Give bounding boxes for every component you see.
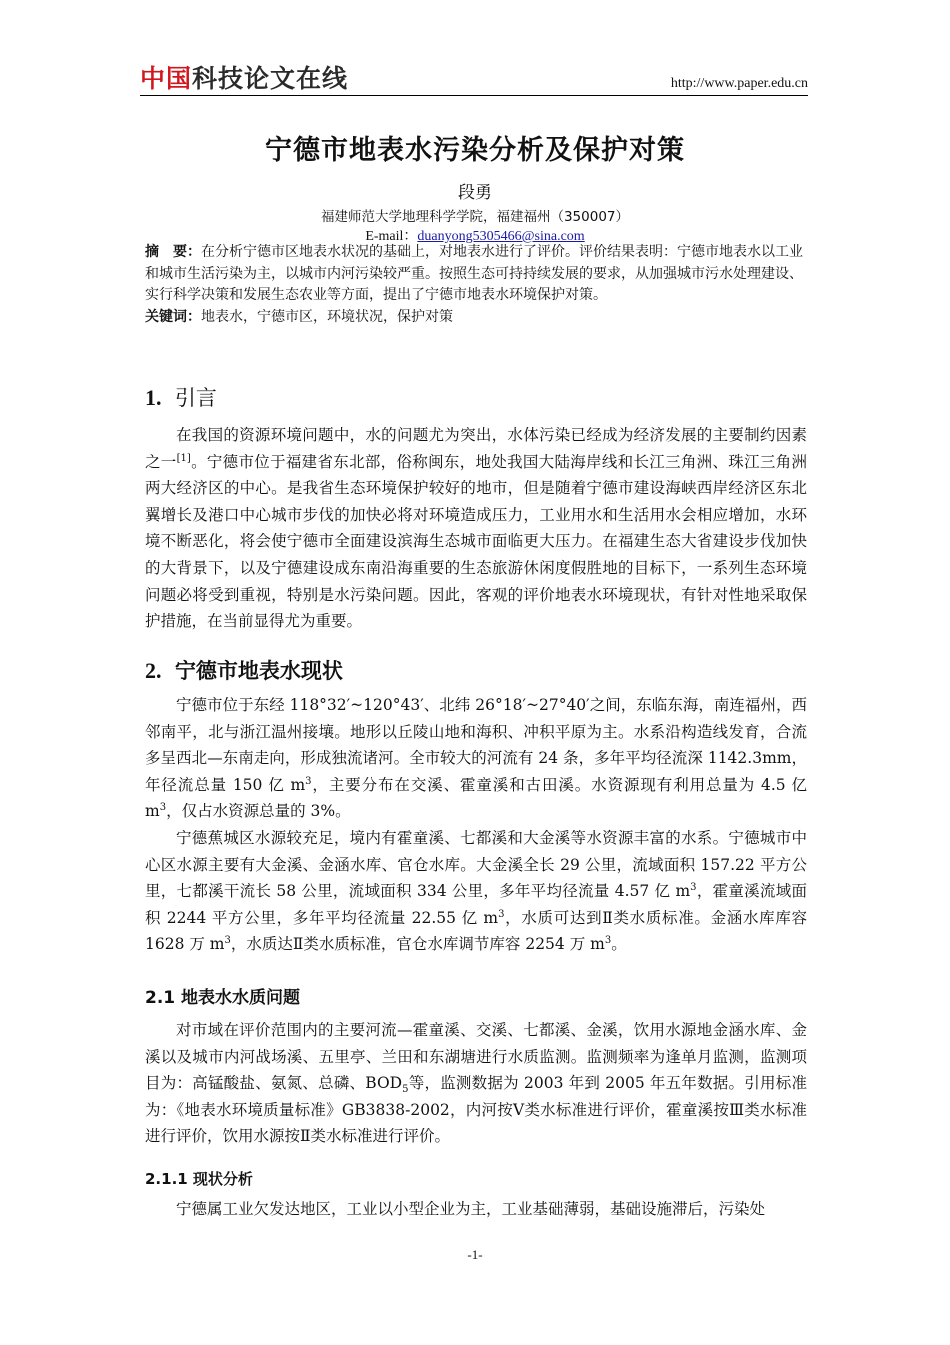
- page-number: -1-: [467, 1247, 483, 1262]
- section-1-paragraph: 在我国的资源环境问题中，水的问题尤为突出，水体污染已经成为经济发展的主要制约因素之一[1]。宁德市位于福建省东北部，俗称闽东，地处我国大陆海岸线和长江三角洲、珠江三角洲两大经济区的中心。是我省生态环境保护较好的地市，但是随着宁德市建设海峡西岸经济区东北翼增长及港口中心城市步伐的加快必将对环境造成压力，工业用水和生活用水会相应增加，水环境不断恶化，将会使宁德市全面建设滨海生态城市面临更大压力。在福建生态大省建设步伐加快的大背景下，以及宁德建设成东南沿海重要的生态旅游休闲度假胜地的目标下，一系列生态环境问题必将受到重视，特别是水污染问题。因此，客观的评价地表水环境现状，有针对性地采取保护措施，在当前显得尤为重要。: [145, 426, 807, 631]
- keywords: [145, 307, 807, 329]
- section-2-body: [145, 692, 807, 958]
- section-2-1-body: [145, 1017, 807, 1150]
- section-2-1-1-paragraph: 宁德属工业欠发达地区，工业以小型企业为主，工业基础薄弱，基础设施滞后，污染处: [176, 1200, 766, 1218]
- site-url[interactable]: http://www.paper.edu.cn: [670, 76, 808, 91]
- email-link[interactable]: duanyong5305466@sina.com: [417, 229, 585, 244]
- affiliation: 福建师范大学地理科学学院，福建福州（350007）: [320, 209, 630, 225]
- author: 段勇: [458, 183, 492, 203]
- section-1-body: [145, 422, 807, 635]
- abstract-text: 在分析宁德市区地表水状况的基础上，对地表水进行了评价。评价结果表明：宁德市地表水以工业和城市生活污染为主，以城市内河污染较严重。按照生态可持持续发展的要求，从加强城市污水处理建设、实行科学决策和发展生态农业等方面，提出了宁德市地表水环境保护对策。: [145, 244, 803, 303]
- section-2-1-heading: 2.1 地表水水质问题: [145, 988, 301, 1008]
- section-2-paragraph-1: 宁德市位于东经 118°32′~120°43′、北纬 26°18′~27°40′之间，东临东海，南连福州，西邻南平，北与浙江温州接壤。地形以丘陵山地和海积、冲积平原为主。水系沿构造线发育，合流多呈西北—东南走向，形成独流诸河。全市较大的河流有 24 条，多年平均径流深 1142.3mm，年径流总量 150 亿 $m^3$，主要分布在交溪、霍童溪和古田溪。水资源现有利用总量为 4.5 亿 $m^3$，仅占水资源总量的 3%。: [145, 696, 807, 821]
- paper-title: 宁德市地表水污染分析及保护对策: [265, 135, 685, 166]
- site-logo: 中国科技论文在线: [140, 64, 349, 93]
- section-2-1-paragraph: 对市域在评价范围内的主要河流—霍童溪、交溪、七都溪、金溪，饮用水源地金涵水库、金溪以及城市内河战场溪、五里亭、兰田和东湖塘进行水质监测。监测频率为逢单月监测，监测项目为：高锰酸盐、氨氮、总磷、$BOD_5$等，监测数据为 2003 年到 2005 年五年数据。引用标准为：《地表水环境质量标准》GB3838-2002，内河按Ⅴ类水标准进行评价，霍童溪按Ⅲ类水标准进行评价，饮用水源按Ⅱ类水标准进行评价。: [145, 1021, 807, 1146]
- section-2-1-1-body: [145, 1196, 807, 1223]
- abstract-label: 摘 要：: [145, 244, 201, 260]
- abstract: [145, 242, 807, 328]
- section-1-heading: 1. 引言: [145, 385, 217, 410]
- keywords-label: 关键词：: [145, 308, 201, 325]
- header-divider: [140, 95, 808, 96]
- abstract-paragraph: [145, 242, 807, 307]
- section-2-heading: 2. 宁德市地表水现状: [145, 658, 343, 683]
- email-label: E-mail：: [365, 229, 418, 244]
- citation[interactable]: [1]: [176, 452, 191, 464]
- section-2-paragraph-2: 宁德蕉城区水源较充足，境内有霍童溪、七都溪和大金溪等水资源丰富的水系。宁德城市中心区水源主要有大金溪、金涵水库、官仓水库。大金溪全长 29 公里，流域面积 157.22 平方公里，七都溪干流长 58 公里，流域面积 334 公里，多年平均径流量 4.57 亿 $m^3$，霍童溪流域面积 2244 平方公里，多年平均径流量 22.55 亿 $m^3$，水质可达到Ⅱ类水质标准。金涵水库库容 1628 万 $m^3$，水质达Ⅱ类水质标准，官仓水库调节库容 2254 万 $m^3$。: [145, 828, 807, 954]
- keywords-text: 地表水，宁德市区，环境状况，保护对策: [201, 308, 453, 325]
- section-2-1-1-heading: 2.1.1 现状分析: [145, 1170, 253, 1188]
